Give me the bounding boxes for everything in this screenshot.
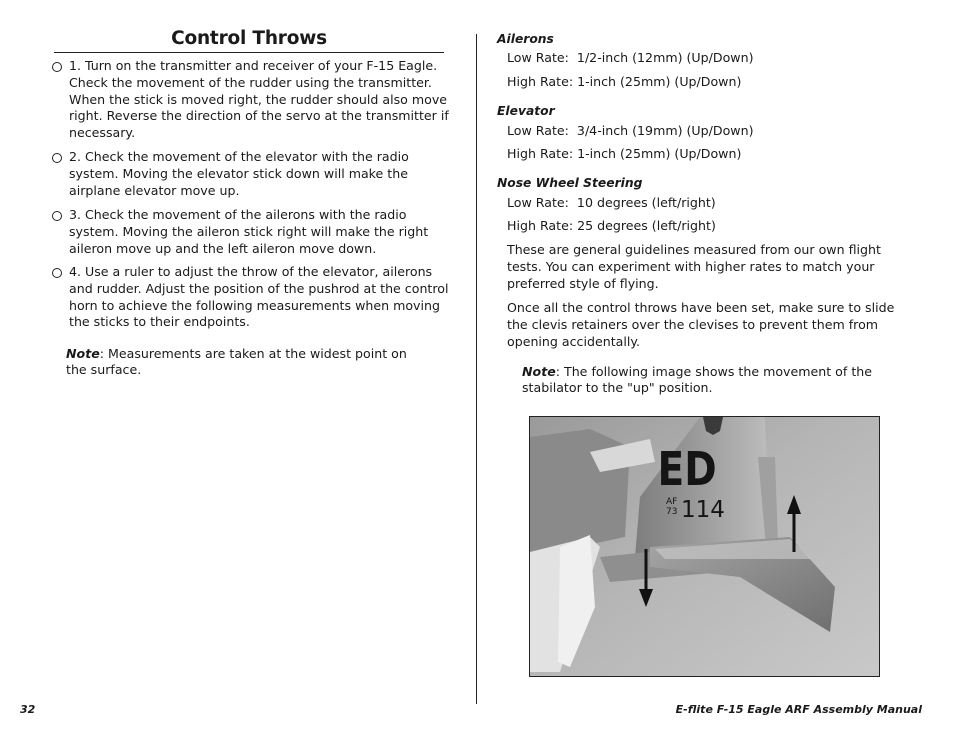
af-top-text: AF <box>666 497 678 507</box>
step-2 <box>52 149 452 199</box>
checkbox-bullet-icon[interactable] <box>52 211 62 221</box>
manual-title-footer: E-flite F-15 Eagle ARF Assembly Manual <box>675 703 922 716</box>
section-heading-elevator: Elevator <box>497 104 555 118</box>
section-heading-nose-wheel: Nose Wheel Steering <box>497 176 643 190</box>
note-text: : The following image shows the movement of the stabilator to the "up" position. <box>522 364 872 395</box>
tail-number-text: 114 <box>681 497 725 523</box>
step-text: 3. Check the movement of the ailerons with the radio system. Moving the aileron stick right will make the right aileron move up and the left aileron move down. <box>69 207 429 256</box>
note-label: Note <box>522 364 556 379</box>
column-divider <box>476 34 477 704</box>
checkbox-bullet-icon[interactable] <box>52 153 62 163</box>
ailerons-high-rate: High Rate: 1-inch (25mm) (Up/Down) <box>507 74 742 89</box>
step-3 <box>52 207 452 257</box>
title-rule <box>54 52 444 53</box>
note-text: : Measurements are taken at the widest point on the surface. <box>66 346 407 377</box>
nose-wheel-high-rate: High Rate: 25 degrees (left/right) <box>507 218 716 233</box>
checkbox-bullet-icon[interactable] <box>52 62 62 72</box>
step-text: 2. Check the movement of the elevator with the radio system. Moving the elevator stick down will make the airplane elevator move up. <box>69 149 409 198</box>
step-4 <box>52 264 452 331</box>
af-bottom-text: 73 <box>666 507 678 517</box>
step-1 <box>52 58 452 142</box>
ailerons-low-rate: Low Rate: 1/2-inch (12mm) (Up/Down) <box>507 50 754 65</box>
stabilator-photo <box>529 416 880 677</box>
elevator-low-rate: Low Rate: 3/4-inch (19mm) (Up/Down) <box>507 123 754 138</box>
guidelines-paragraph: These are general guidelines measured from our own flight tests. You can experiment with higher rates to match your preferred style of flying. <box>507 242 881 291</box>
note-label: Note <box>66 346 100 361</box>
note-measurement <box>66 346 426 378</box>
page-title: Control Throws <box>171 28 327 49</box>
section-heading-ailerons: Ailerons <box>497 32 554 46</box>
clevis-paragraph: Once all the control throws have been set, make sure to slide the clevis retainers over the clevises to prevent them from opening accidentally. <box>507 300 895 349</box>
note-stabilator <box>522 364 882 396</box>
checkbox-bullet-icon[interactable] <box>52 268 62 278</box>
tail-code-text: ED <box>657 442 717 497</box>
step-text: 1. Turn on the transmitter and receiver of your F-15 Eagle. Check the movement of the rudder using the transmitter. When the stick is moved right, the rudder should also move right. Reverse the direction of the servo at the transmitter if necessary. <box>69 58 449 141</box>
step-text: 4. Use a ruler to adjust the throw of the elevator, ailerons and rudder. Adjust the position of the pushrod at the control horn to achieve the following measurements when moving the sticks to their endpoints. <box>69 264 449 330</box>
elevator-high-rate: High Rate: 1-inch (25mm) (Up/Down) <box>507 146 742 161</box>
nose-wheel-low-rate: Low Rate: 10 degrees (left/right) <box>507 195 716 210</box>
page-number: 32 <box>20 703 36 716</box>
